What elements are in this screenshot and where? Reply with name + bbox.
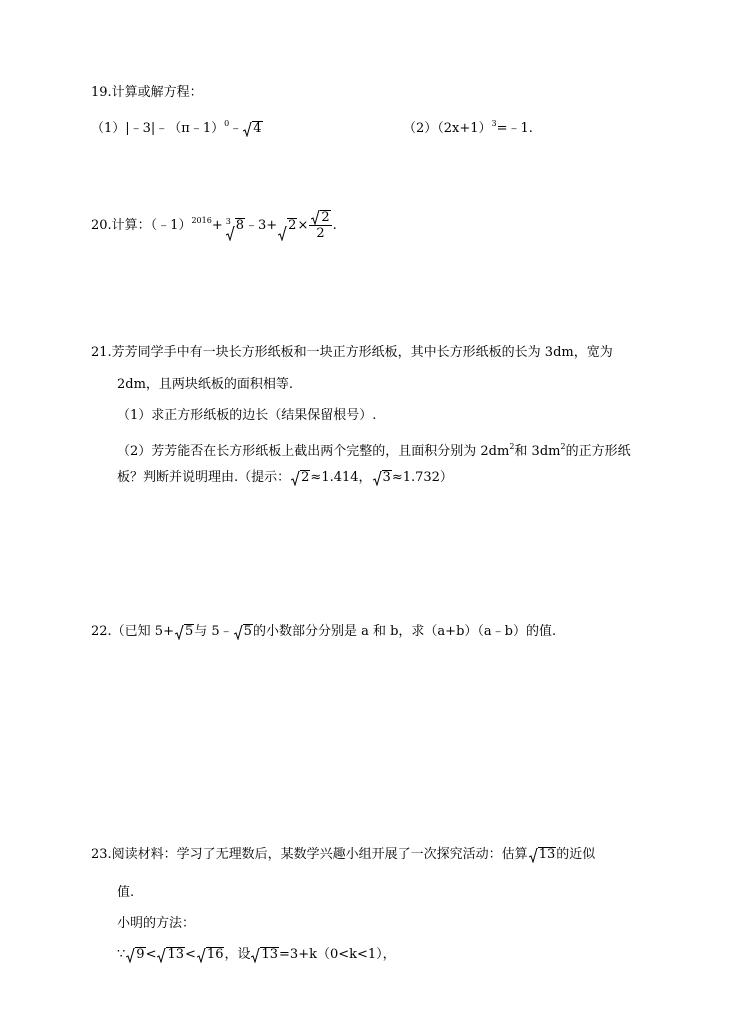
sqrt-3: 3 xyxy=(373,470,392,486)
q21-line5: 板？判断并说明理由.（提示： 2≈1.414， 3≈1.732） xyxy=(117,470,453,485)
sqrt-13: 13 xyxy=(251,947,279,963)
sqrt-5: 5 xyxy=(234,624,253,640)
q23-line4: ∵ 9< 13< 16，设 13=3+k（0<k<1）， xyxy=(117,947,396,962)
q23-line3: 小明的方法： xyxy=(117,916,196,931)
sqrt-13: 13 xyxy=(157,947,185,963)
q21-line2: 2dm，且两块纸板的面积相等. xyxy=(117,377,294,392)
sqrt-9: 9 xyxy=(126,947,145,963)
sqrt-16: 16 xyxy=(197,947,225,963)
sqrt-5: 5 xyxy=(175,624,194,640)
q22-text: 22.（已知 5+ 5与 5﹣ 5的小数部分分别是 a 和 b，求（a+b）（a﹣b）的值. xyxy=(91,624,557,639)
q21-line1: 21.芳芳同学手中有一块长方形纸板和一块正方形纸板，其中长方形纸板的长为 3dm，宽为 xyxy=(91,345,613,360)
q19-title: 19.计算或解方程： xyxy=(91,85,203,100)
fraction-sqrt2-over-2: $\frac{2}{2}$ xyxy=(309,210,331,241)
sqrt-2: 2 xyxy=(291,470,310,486)
q23-line1: 23.阅读材料：学习了无理数后，某数学兴趣小组开展了一次探究活动：估算 13的近似 xyxy=(91,847,596,862)
q23-line2: 值. xyxy=(117,885,135,900)
q21-line3: （1）求正方形纸板的边长（结果保留根号）. xyxy=(117,408,377,423)
q20-expression: 20.计算：（﹣1）$^{2016}$+ 3 8﹣3+ 2× $\frac{2}{2}$ . xyxy=(91,210,337,241)
q19-part1: （1）|﹣3|﹣（π﹣1）$^0$﹣ 4 xyxy=(91,119,262,136)
cube-root-8: 3 8 xyxy=(224,211,245,241)
sqrt-4: 4 xyxy=(243,121,262,137)
q19-part2: $(2)(2x+1)^3=﹣1$. xyxy=(403,119,533,136)
sqrt-2: 2 xyxy=(278,211,297,241)
q21-line4: （2）芳芳能否在长方形纸板上截出两个完整的，且面积分别为 $2dm^2$和 $3dm^2$的正方形纸 xyxy=(117,442,631,459)
sqrt-13: 13 xyxy=(529,847,557,863)
